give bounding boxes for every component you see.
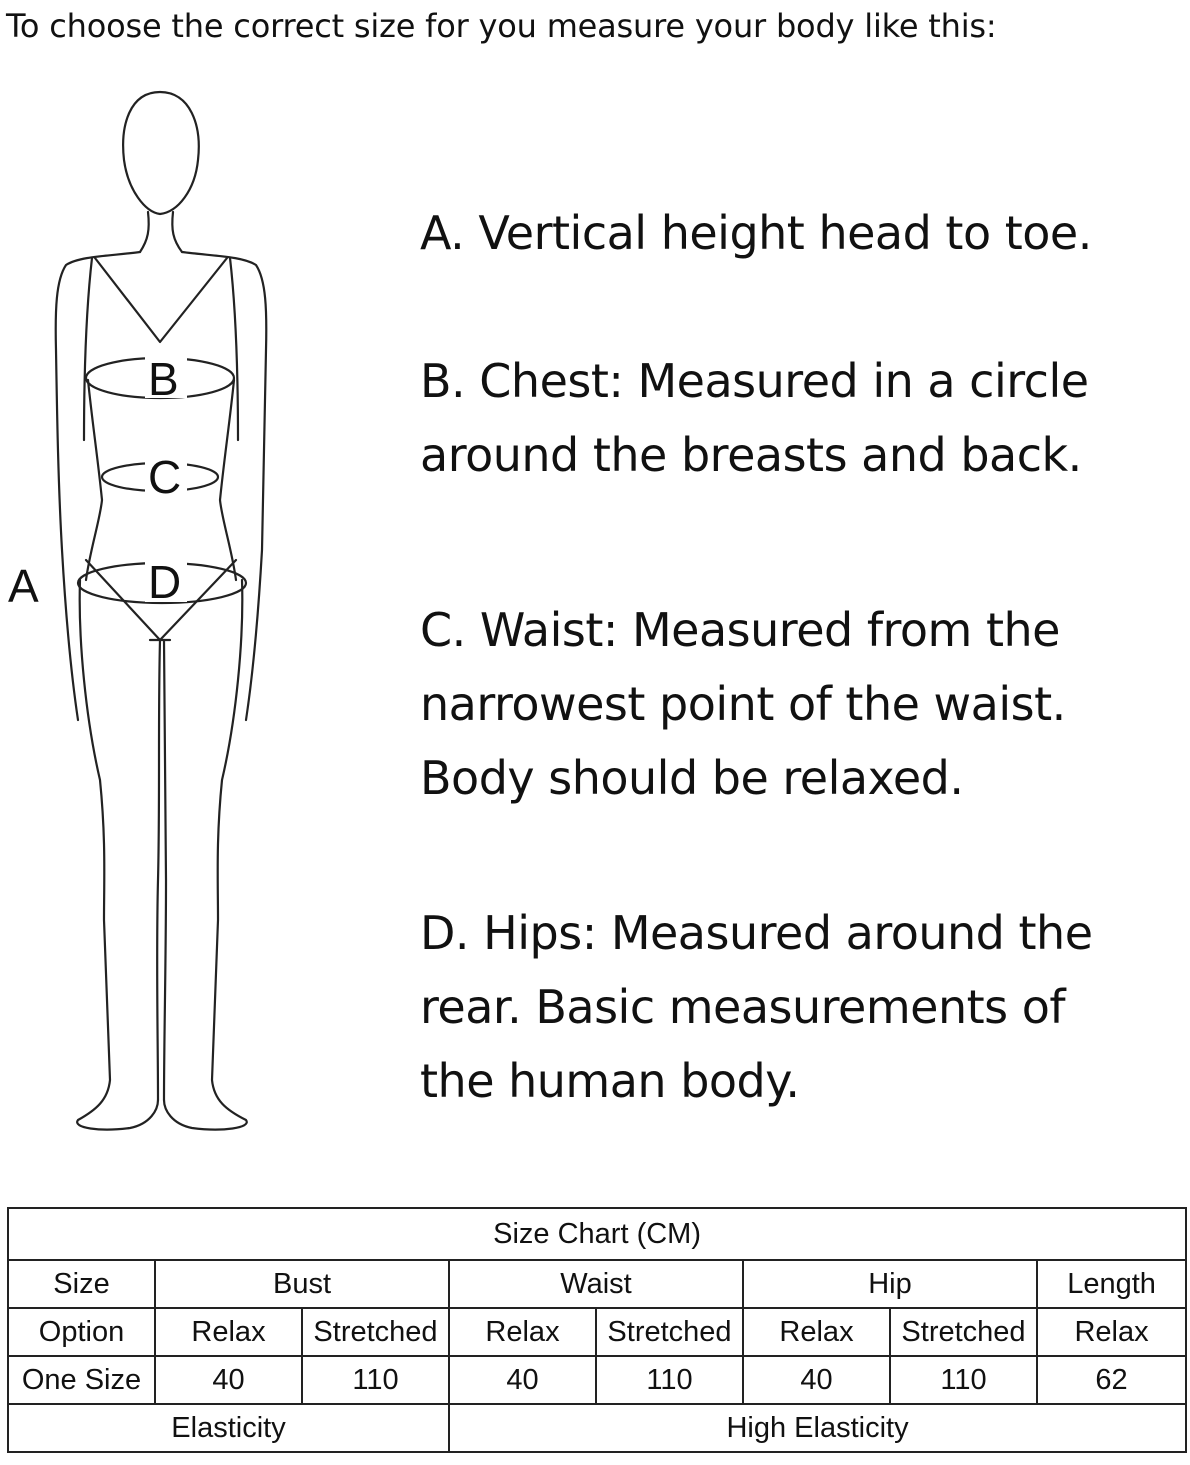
value-cell: 40 — [155, 1356, 302, 1404]
option-cell: Stretched — [890, 1308, 1037, 1356]
header-bust: Bust — [155, 1260, 449, 1308]
description-line: B. Chest: Measured in a circle — [420, 354, 1089, 408]
label-b: B — [148, 353, 179, 405]
description-line: A. Vertical height head to toe. — [420, 206, 1092, 260]
option-cell: Stretched — [596, 1308, 743, 1356]
value-cell: 110 — [302, 1356, 449, 1404]
size-chart-title: Size Chart (CM) — [8, 1208, 1186, 1260]
value-cell: 40 — [449, 1356, 596, 1404]
elasticity-value: High Elasticity — [449, 1404, 1186, 1452]
description-line: Body should be relaxed. — [420, 751, 964, 805]
option-cell: Relax — [743, 1308, 890, 1356]
option-cell: Relax — [1037, 1308, 1186, 1356]
value-cell: One Size — [8, 1356, 155, 1404]
description-height — [420, 196, 1092, 270]
description-hips — [420, 896, 1093, 1118]
value-cell: 110 — [890, 1356, 1037, 1404]
label-d: D — [148, 556, 182, 608]
option-cell: Relax — [449, 1308, 596, 1356]
body-outline-icon — [0, 80, 300, 1160]
description-waist — [420, 593, 1066, 815]
header-waist: Waist — [449, 1260, 743, 1308]
header-hip: Hip — [743, 1260, 1037, 1308]
label-a: A — [8, 560, 39, 612]
option-cell: Stretched — [302, 1308, 449, 1356]
description-line: D. Hips: Measured around the — [420, 906, 1093, 960]
description-line: the human body. — [420, 1054, 800, 1108]
elasticity-label: Elasticity — [8, 1404, 449, 1452]
value-cell: 110 — [596, 1356, 743, 1404]
option-cell: Option — [8, 1308, 155, 1356]
value-cell: 40 — [743, 1356, 890, 1404]
description-line: rear. Basic measurements of — [420, 980, 1066, 1034]
description-chest — [420, 344, 1089, 492]
body-measurement-figure — [0, 80, 300, 1160]
size-chart-table — [7, 1207, 1187, 1453]
description-line: around the breasts and back. — [420, 428, 1082, 482]
label-c: C — [148, 451, 182, 503]
intro-text: To choose the correct size for you measure your body like this: — [6, 7, 997, 45]
option-cell: Relax — [155, 1308, 302, 1356]
description-line: C. Waist: Measured from the — [420, 603, 1060, 657]
header-size: Size — [8, 1260, 155, 1308]
description-line: narrowest point of the waist. — [420, 677, 1066, 731]
header-length: Length — [1037, 1260, 1186, 1308]
value-cell: 62 — [1037, 1356, 1186, 1404]
